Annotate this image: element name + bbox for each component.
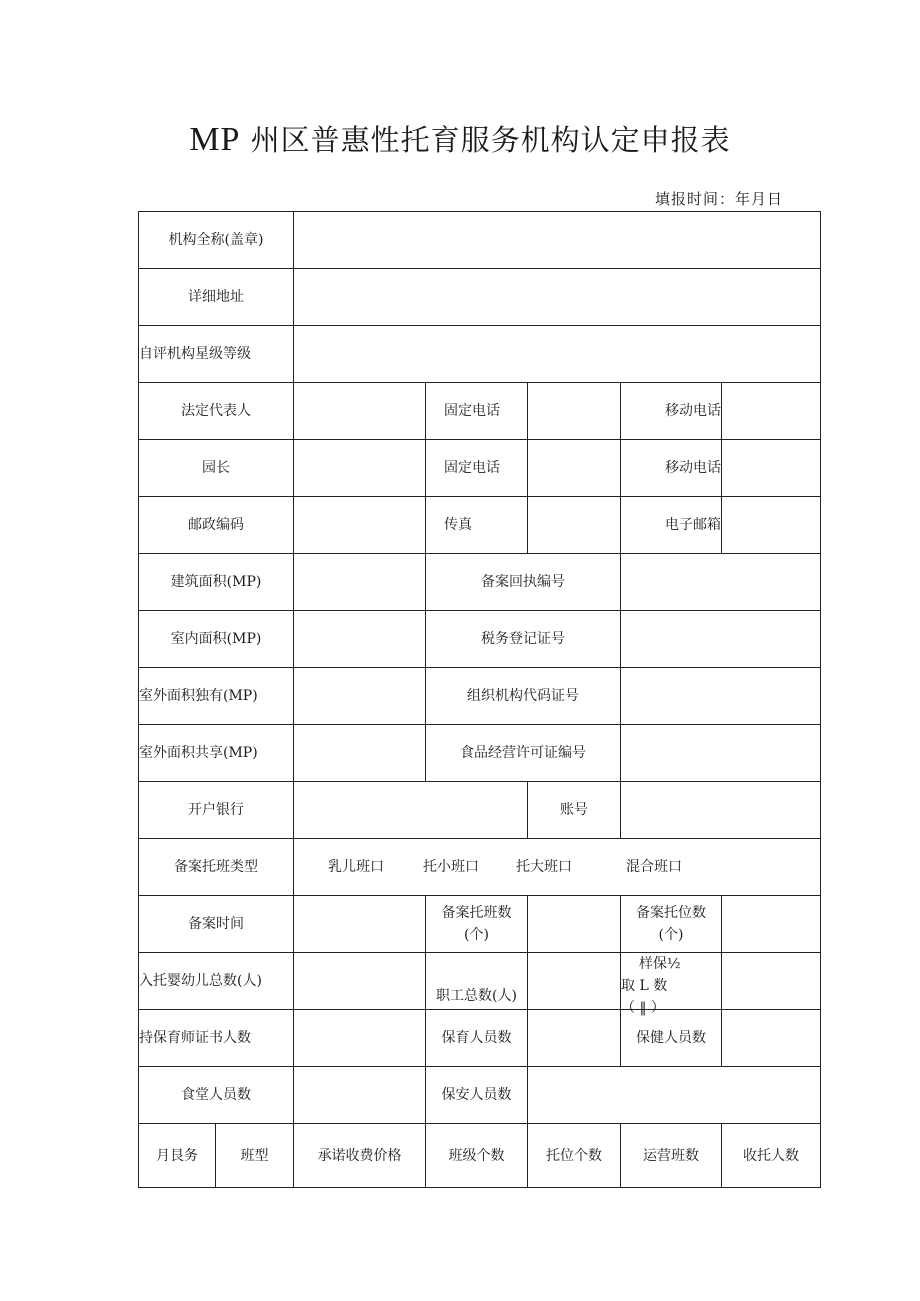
class-type-options: [294, 839, 821, 896]
filed-class-count-field[interactable]: [528, 896, 621, 953]
caregivers-label: 保育人员数: [426, 1010, 528, 1067]
filed-class-count-line2: (个): [464, 927, 489, 943]
certified-caregivers-field[interactable]: [294, 1010, 426, 1067]
row-class-type: [139, 839, 821, 896]
bank-label: 开户银行: [139, 782, 294, 839]
row-star-level: [139, 326, 821, 383]
class-option-large[interactable]: 托大班口: [516, 859, 572, 875]
garbled-label: [621, 951, 722, 1016]
caregivers-field[interactable]: [528, 1010, 621, 1067]
org-code-field[interactable]: [621, 668, 821, 725]
filing-receipt-field[interactable]: [621, 554, 821, 611]
email-label: 电子邮箱: [621, 497, 722, 554]
outdoor-exclusive-label: 室外面积独有(MP): [139, 668, 294, 725]
filed-seat-count-label: [621, 896, 722, 953]
row-canteen: [139, 1067, 821, 1124]
fax-field[interactable]: [528, 497, 621, 554]
canteen-staff-field[interactable]: [294, 1067, 426, 1124]
enrolled-col-header: 收托人数: [722, 1124, 821, 1188]
class-type-col-header: 班型: [216, 1124, 294, 1188]
canteen-staff-label: 食堂人员数: [139, 1067, 294, 1124]
principal-label: 园长: [139, 440, 294, 497]
row-address: [139, 269, 821, 326]
postcode-label: 邮政编码: [139, 497, 294, 554]
filing-receipt-label: 备案回执编号: [426, 554, 621, 611]
security-staff-label: 保安人员数: [426, 1067, 528, 1124]
class-count-col-header: 班级个数: [426, 1124, 528, 1188]
fixed-phone-field[interactable]: [528, 440, 621, 497]
title-text: 州区普惠性托育服务机构认定申报表: [250, 123, 731, 157]
certified-caregivers-label: 持保育师证书人数: [139, 1010, 294, 1067]
garbled-field[interactable]: [722, 953, 821, 1010]
mobile-phone-field[interactable]: [722, 440, 821, 497]
filed-class-count-label: [426, 896, 528, 953]
mobile-phone-label: 移动电话: [621, 440, 722, 497]
garbled-line3: （ ‖ ）: [621, 999, 665, 1016]
mobile-phone-field[interactable]: [722, 383, 821, 440]
enrolled-children-field[interactable]: [294, 953, 426, 1010]
seat-count-col-header: 托位个数: [528, 1124, 621, 1188]
staff-total-label: 职工总数(人): [426, 953, 528, 1010]
class-option-small[interactable]: 托小班口: [423, 859, 479, 875]
fill-time-label: 填报时间：年月日: [655, 190, 784, 208]
tax-reg-label: 税务登记证号: [426, 611, 621, 668]
row-outdoor-exclusive: [139, 668, 821, 725]
security-staff-field[interactable]: [528, 1067, 821, 1124]
org-code-label: 组织机构代码证号: [426, 668, 621, 725]
legal-rep-label: 法定代表人: [139, 383, 294, 440]
star-level-field[interactable]: [294, 326, 821, 383]
building-area-field[interactable]: [294, 554, 426, 611]
bank-field[interactable]: [294, 782, 528, 839]
indoor-area-label: 室内面积(MP): [139, 611, 294, 668]
row-principal: [139, 440, 821, 497]
service-col-header: 月艮务: [139, 1124, 216, 1188]
row-filing-time: [139, 896, 821, 953]
food-license-field[interactable]: [621, 725, 821, 782]
outdoor-shared-label: 室外面积共享(MP): [139, 725, 294, 782]
account-field[interactable]: [621, 782, 821, 839]
row-indoor-area: [139, 611, 821, 668]
legal-rep-field[interactable]: [294, 383, 426, 440]
health-staff-field[interactable]: [722, 1010, 821, 1067]
filed-class-count-line1: 备案托班数: [441, 905, 512, 921]
food-license-label: 食品经营许可证编号: [426, 725, 621, 782]
account-label: 账号: [528, 782, 621, 839]
staff-total-field[interactable]: [528, 953, 621, 1010]
address-label: 详细地址: [139, 269, 294, 326]
org-name-label: 机构全称(盖章): [139, 212, 294, 269]
mobile-phone-label: 移动电话: [621, 383, 722, 440]
row-enrolled: [139, 953, 821, 1010]
health-staff-label: 保健人员数: [621, 1010, 722, 1067]
operating-classes-col-header: 运营班数: [621, 1124, 722, 1188]
filing-time-label: 备案时间: [139, 896, 294, 953]
building-area-label: 建筑面积(MP): [139, 554, 294, 611]
filing-time-field[interactable]: [294, 896, 426, 953]
org-name-field[interactable]: [294, 212, 821, 269]
row-bank: [139, 782, 821, 839]
indoor-area-field[interactable]: [294, 611, 426, 668]
row-legal-rep: [139, 383, 821, 440]
row-certified: [139, 1010, 821, 1067]
fixed-phone-label: 固定电话: [426, 440, 528, 497]
page-title: [0, 118, 920, 162]
fixed-phone-label: 固定电话: [426, 383, 528, 440]
filed-seat-count-field[interactable]: [722, 896, 821, 953]
star-level-label: 自评机构星级等级: [139, 326, 294, 383]
outdoor-shared-field[interactable]: [294, 725, 426, 782]
address-field[interactable]: [294, 269, 821, 326]
outdoor-exclusive-field[interactable]: [294, 668, 426, 725]
row-service-header: [139, 1124, 821, 1188]
postcode-field[interactable]: [294, 497, 426, 554]
row-org-name: [139, 212, 821, 269]
fax-label: 传真: [426, 497, 528, 554]
enrolled-children-label: 入托婴幼儿总数(人): [139, 953, 294, 1010]
filed-seat-count-line1: 备案托位数: [636, 905, 706, 921]
fixed-phone-field[interactable]: [528, 383, 621, 440]
title-prefix: MP: [189, 121, 241, 158]
application-form-table: [138, 211, 821, 1188]
row-postcode: [139, 497, 821, 554]
garbled-line1: 样保½: [639, 955, 681, 972]
filed-seat-count-line2: (个): [658, 927, 684, 943]
class-option-mixed[interactable]: 混合班口: [626, 859, 682, 875]
principal-field[interactable]: [294, 440, 426, 497]
class-option-infant[interactable]: 乳儿班口: [328, 859, 384, 875]
row-outdoor-shared: [139, 725, 821, 782]
price-col-header: 承诺收费价格: [294, 1124, 426, 1188]
tax-reg-field[interactable]: [621, 611, 821, 668]
row-building-area: [139, 554, 821, 611]
email-field[interactable]: [722, 497, 821, 554]
class-type-label: 备案托班类型: [139, 839, 294, 896]
garbled-line2: 取 L 数: [621, 977, 668, 994]
